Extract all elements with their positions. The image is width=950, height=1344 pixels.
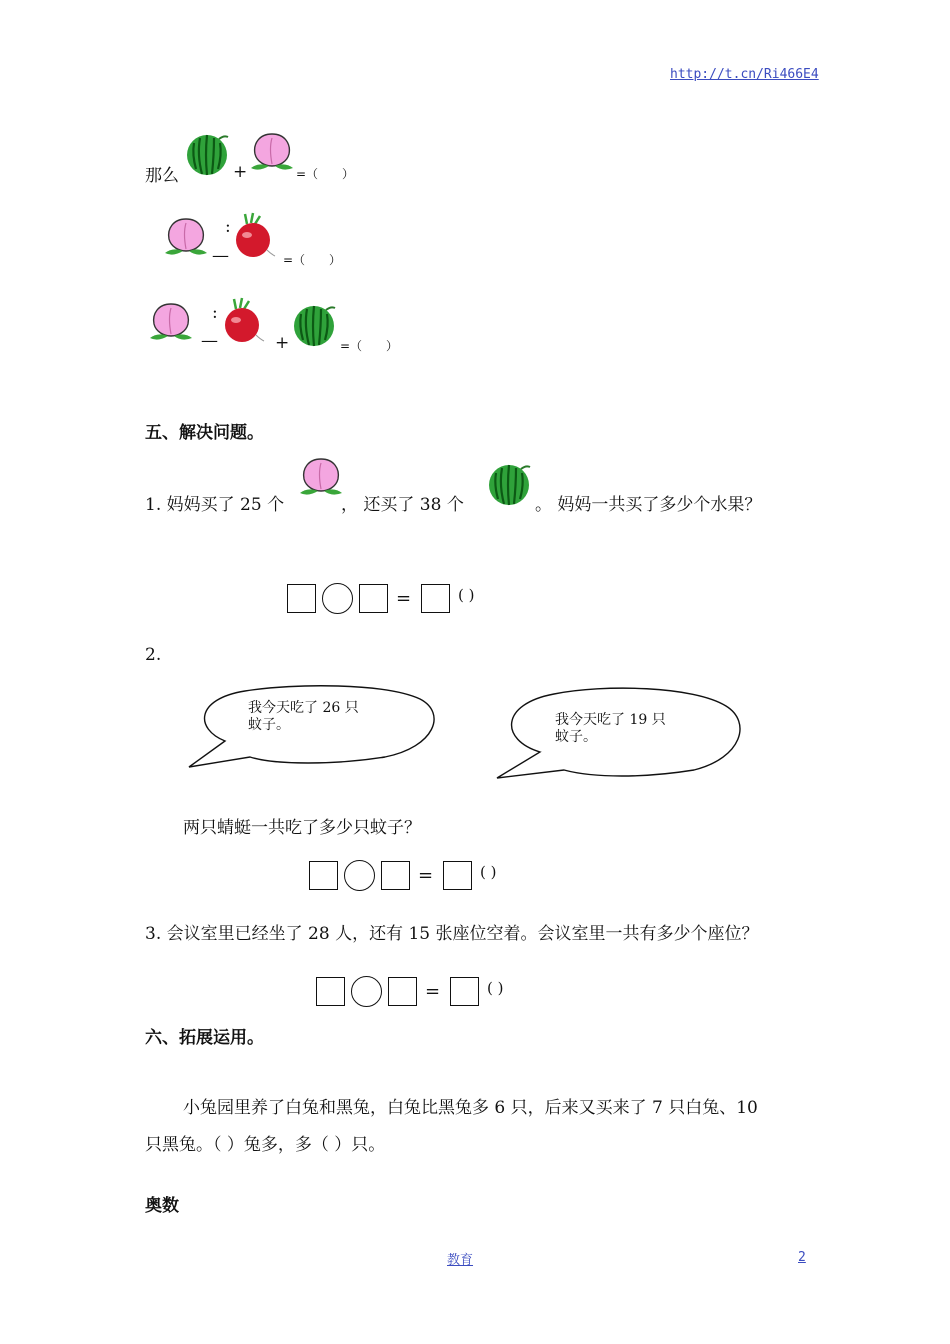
section-6-paragraph-line-1: 小兔园里养了白兔和黑兔，白兔比黑兔多 6 只，后来又买来了 7 只白兔、10 bbox=[183, 1098, 758, 1118]
answer-box[interactable] bbox=[316, 977, 345, 1006]
peach-icon bbox=[249, 130, 295, 172]
q2-question: 两只蜻蜓一共吃了多少只蚊子？ bbox=[183, 818, 421, 838]
answer-box[interactable] bbox=[443, 861, 472, 890]
then-label: 那么 bbox=[145, 166, 179, 186]
peach-icon bbox=[298, 455, 344, 497]
plus-sign: + bbox=[275, 333, 290, 353]
bubble-right-line-1: 我今天吃了 19 只 bbox=[555, 712, 666, 728]
q1-text-b: ， 还买了 38 个 bbox=[341, 495, 464, 515]
answer-box[interactable] bbox=[388, 977, 417, 1006]
section-6-paragraph-line-2: 只黑兔。（ ）兔多，多（ ）只。 bbox=[145, 1135, 386, 1155]
radish-icon bbox=[233, 212, 277, 260]
equals-blank-1: =（ ） bbox=[296, 167, 355, 181]
watermelon-icon bbox=[488, 463, 532, 507]
equals-blank-2: =（ ） bbox=[283, 253, 342, 267]
equals-blank-3: =（ ） bbox=[340, 339, 399, 353]
unit-paren: ( ) bbox=[487, 979, 504, 997]
colon-mark: : bbox=[212, 303, 218, 323]
bubble-left-line-1: 我今天吃了 26 只 bbox=[248, 700, 359, 716]
page-number[interactable]: 2 bbox=[798, 1250, 806, 1265]
peach-icon bbox=[163, 215, 209, 257]
speech-bubble-right bbox=[494, 686, 744, 781]
peach-icon bbox=[148, 300, 194, 342]
answer-box[interactable] bbox=[309, 861, 338, 890]
unit-paren: ( ) bbox=[458, 586, 475, 604]
answer-box[interactable] bbox=[450, 977, 479, 1006]
minus-sign: — bbox=[201, 331, 218, 351]
section-6-title: 六、拓展运用。 bbox=[145, 1028, 264, 1048]
colon-mark: : bbox=[225, 217, 231, 237]
footer-link[interactable]: 教育 bbox=[447, 1253, 474, 1268]
equals-sign: = bbox=[418, 865, 434, 886]
watermelon-icon bbox=[186, 133, 230, 177]
bubble-right-line-2: 蚊子。 bbox=[555, 729, 597, 745]
operator-circle[interactable] bbox=[351, 976, 382, 1007]
q1-text-a: 1. 妈妈买了 25 个 bbox=[145, 495, 285, 515]
operator-circle[interactable] bbox=[344, 860, 375, 891]
plus-sign: + bbox=[233, 162, 248, 182]
answer-box[interactable] bbox=[421, 584, 450, 613]
section-7-title: 奥数 bbox=[145, 1196, 179, 1216]
bubble-left-line-2: 蚊子。 bbox=[248, 717, 290, 733]
operator-circle[interactable] bbox=[322, 583, 353, 614]
answer-box[interactable] bbox=[287, 584, 316, 613]
q3-question: 3. 会议室里已经坐了 28 人，还有 15 张座位空着。会议室里一共有多少个座位？ bbox=[145, 924, 759, 944]
section-5-title: 五、解决问题。 bbox=[145, 423, 264, 443]
watermelon-icon bbox=[293, 304, 337, 348]
equals-sign: = bbox=[425, 981, 441, 1002]
radish-icon bbox=[222, 297, 266, 345]
answer-box[interactable] bbox=[381, 861, 410, 890]
q2-number: 2. bbox=[145, 645, 162, 665]
minus-sign: — bbox=[212, 246, 229, 266]
equals-sign: = bbox=[396, 588, 412, 609]
header-link[interactable]: http://t.cn/Ri466E4 bbox=[670, 67, 819, 82]
q1-text-c: 。 妈妈一共买了多少个水果？ bbox=[535, 495, 762, 515]
answer-box[interactable] bbox=[359, 584, 388, 613]
unit-paren: ( ) bbox=[480, 863, 497, 881]
